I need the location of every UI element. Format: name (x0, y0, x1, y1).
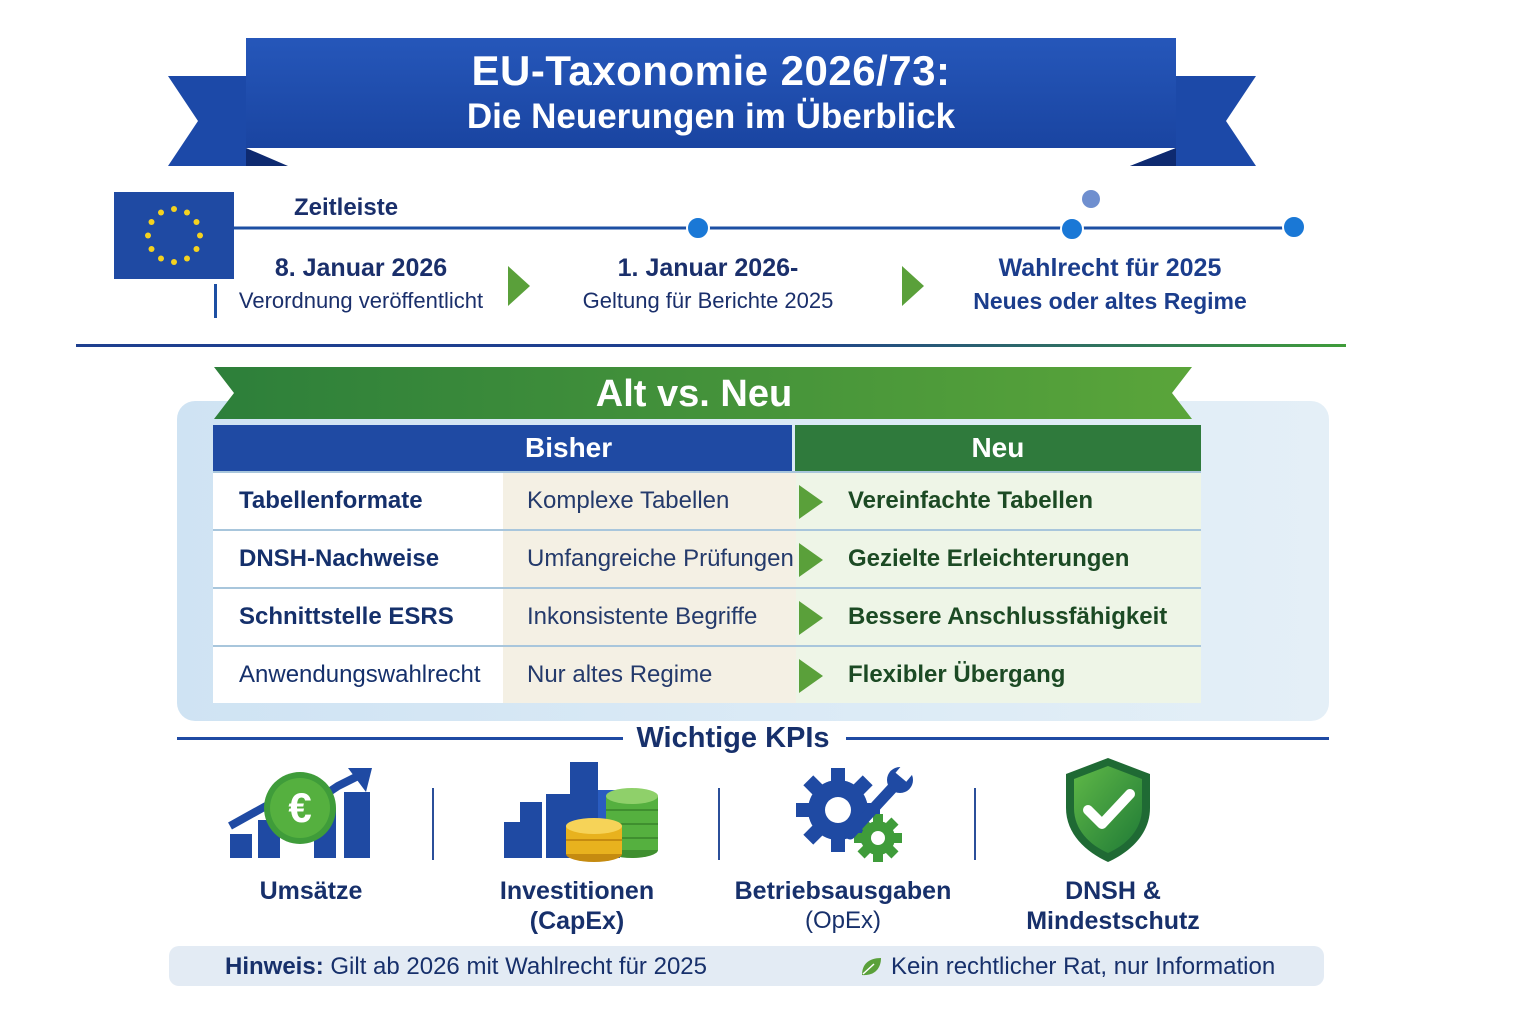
kpi-separator (974, 788, 976, 860)
timeline-desc: Neues oder altes Regime (973, 288, 1247, 314)
kpi-label-dnsh: DNSH & Mindestschutz (1026, 877, 1200, 935)
arrow-right-icon (799, 485, 823, 519)
footer-note (225, 953, 707, 981)
comparison-title: Alt vs. Neu (595, 372, 793, 415)
footer-disclaimer (859, 953, 1275, 981)
arrow-right-icon (799, 601, 823, 635)
row-new: Flexibler Übergang (796, 647, 1201, 703)
timeline-date: 1. Januar 2026- (617, 254, 799, 282)
section-divider (76, 344, 1346, 347)
row-old: Umfangreiche Prüfungen (503, 531, 796, 587)
timeline-desc: Verordnung veröffentlicht (238, 288, 484, 313)
timeline-item-1 (236, 252, 486, 318)
timeline-date: 8. Januar 2026 (274, 254, 448, 282)
kpi-section-title: Wichtige KPIs (636, 722, 830, 754)
kpi-label-revenue: Umsätze (259, 877, 363, 905)
row-topic: Schnittstelle ESRS (213, 589, 503, 645)
timeline-date: Wahlrecht für 2025 (998, 254, 1222, 282)
euro-growth-icon (226, 764, 376, 864)
shield-check-icon (1062, 756, 1154, 864)
footer-disclaimer-text: Kein rechtlicher Rat, nur Information (891, 953, 1276, 980)
kpi-divider-left (177, 737, 623, 740)
column-header-new: Neu (795, 425, 1201, 471)
timeline-arrow-icon (508, 266, 530, 306)
comparison-header (213, 425, 1201, 471)
row-new: Bessere Anschlussfähigkeit (796, 589, 1201, 645)
kpi-label-capex: Investitionen (CapEx) (499, 877, 655, 935)
leaf-icon (859, 956, 883, 978)
timeline-tick (214, 284, 217, 318)
arrow-right-icon (799, 543, 823, 577)
row-old: Komplexe Tabellen (503, 473, 796, 529)
row-topic: DNSH-Nachweise (213, 531, 503, 587)
timeline-item-3 (960, 252, 1260, 318)
row-topic: Anwendungswahlrecht (213, 647, 503, 703)
arrow-right-icon (799, 659, 823, 693)
kpi-separator (718, 788, 720, 860)
kpi-divider-right (846, 737, 1329, 740)
column-header-old: Bisher (213, 425, 792, 471)
page-subtitle: Die Neuerungen im Überblick (466, 97, 956, 136)
kpi-label-opex-sub: (OpEx) (804, 907, 881, 934)
kpi-separator (432, 788, 434, 860)
table-row (213, 587, 1201, 645)
table-row (213, 645, 1201, 703)
timeline-arrow-icon (902, 266, 924, 306)
table-row (213, 529, 1201, 587)
row-topic: Tabellenformate (213, 473, 503, 529)
page-title: EU-Taxonomie 2026/73: (471, 47, 951, 94)
table-row (213, 471, 1201, 529)
row-old: Inkonsistente Begriffe (503, 589, 796, 645)
timeline-item-2 (570, 252, 846, 318)
kpi-label-opex (720, 876, 966, 936)
buildings-coins-icon (502, 758, 662, 864)
footer-note-text: Gilt ab 2026 mit Wahlrecht für 2025 (323, 953, 707, 980)
svg-text:€: € (288, 784, 312, 831)
row-new: Vereinfachte Tabellen (796, 473, 1201, 529)
timeline-label: Zeitleiste (294, 194, 399, 221)
row-old: Nur altes Regime (503, 647, 796, 703)
timeline-desc: Geltung für Berichte 2025 (582, 288, 834, 313)
footer-note-label: Hinweis: (225, 953, 324, 980)
kpi-label-opex-main: Betriebsausgaben (734, 877, 952, 905)
comparison-table (213, 425, 1201, 703)
gears-wrench-icon (794, 764, 916, 864)
footer-note-bar (169, 946, 1324, 986)
row-new: Gezielte Erleichterungen (796, 531, 1201, 587)
